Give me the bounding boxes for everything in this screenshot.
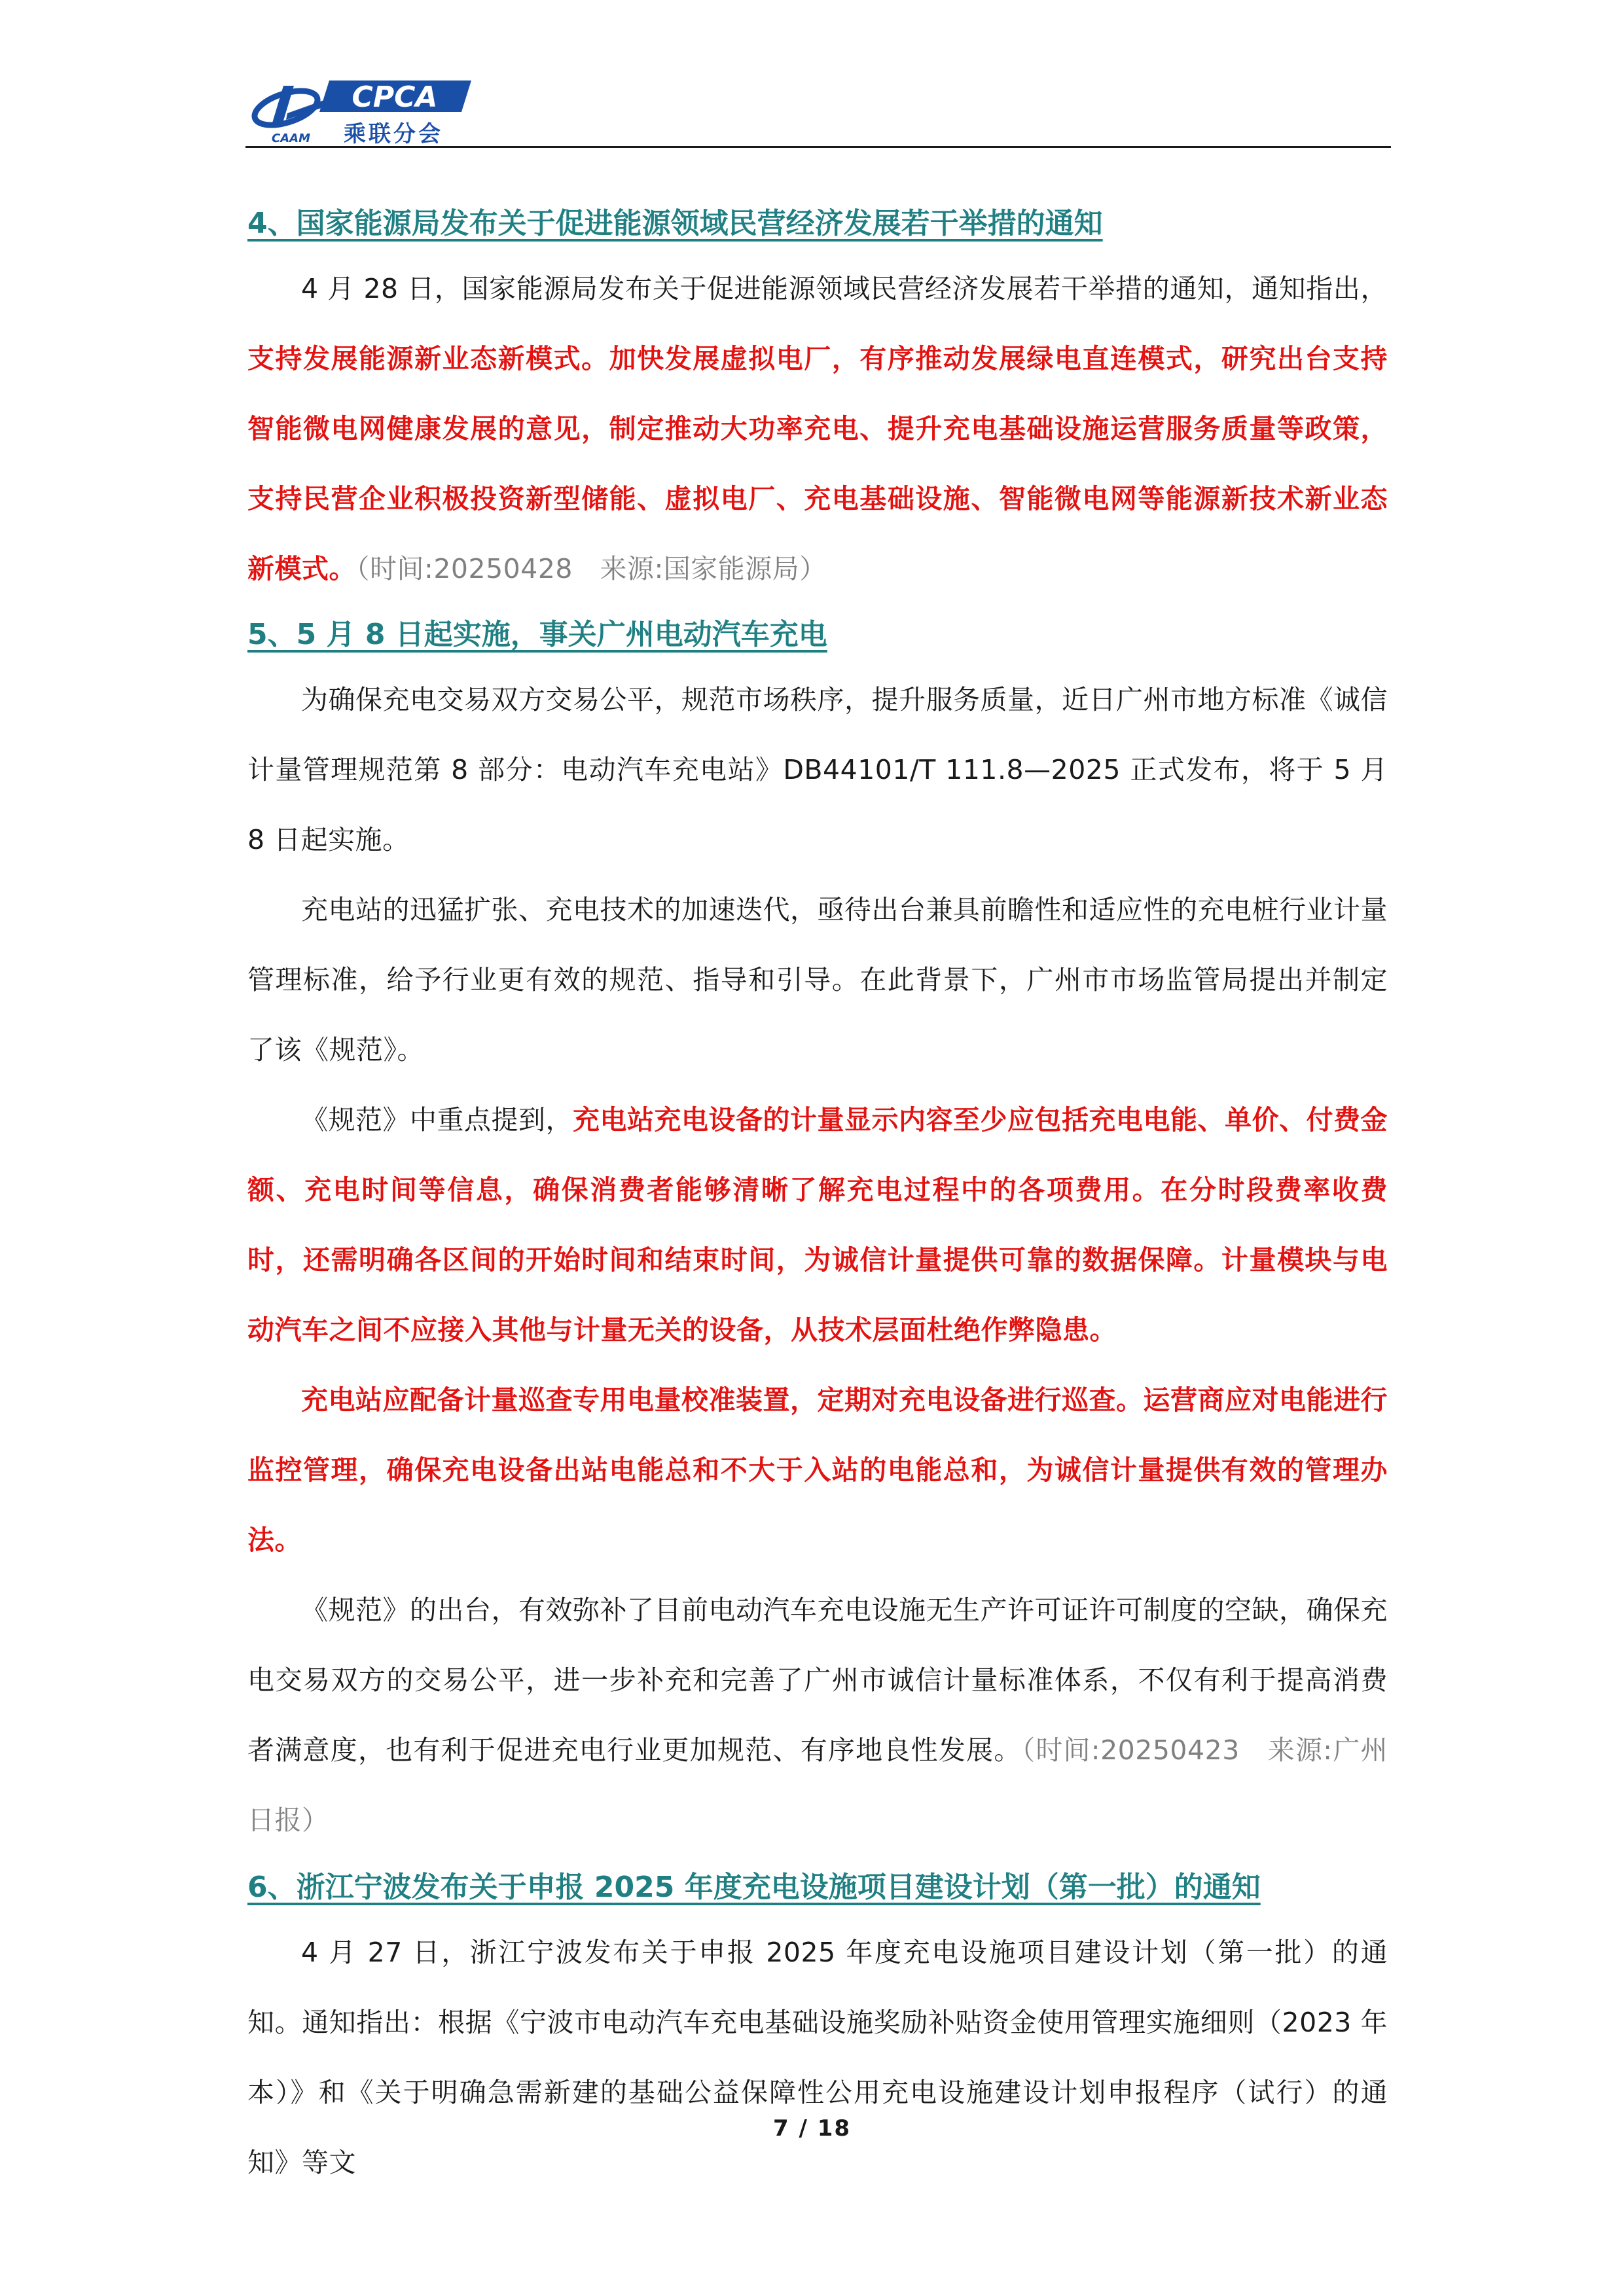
section-title: 4、国家能源局发布关于促进能源领域民营经济发展若干举措的通知	[247, 207, 1103, 240]
emphasis-text: 充电站充电设备的计量显示内容至少应包括充电电能、单价、付费金额、充电时间等信息，确保消费者能够清晰了解充电过程中的各项费用。在分时段费率收费时，还需明确各区间的开始时间和结束时间，为诚信计量提供可靠的数据保障。计量模块与电动汽车之间不应接入其他与计量无关的设备，从技术层面杜绝作弊隐患。	[247, 1104, 1388, 1346]
cpca-logo	[245, 74, 481, 146]
paragraph	[247, 1575, 1388, 1856]
document-body	[247, 196, 1388, 2198]
source-note: （时间:20250423 来源:广州日报）	[247, 1734, 1388, 1836]
paragraph	[247, 1085, 1388, 1365]
logo-subtext: 乘联分会	[344, 121, 443, 147]
paragraph-text: 充电站的迅猛扩张、充电技术的加速迭代，亟待出台兼具前瞻性和适应性的充电桩行业计量管理标准，给予行业更有效的规范、指导和引导。在此背景下，广州市市场监管局提出并制定了该《规范》。	[247, 894, 1388, 1066]
paragraph	[247, 875, 1388, 1085]
page-number: 7 / 18	[772, 2115, 852, 2142]
source-note: （时间:20250428 来源:国家能源局）	[356, 553, 827, 584]
logo-cpca-text: CPCA	[352, 81, 438, 114]
paragraph-text: 《规范》的出台，有效弥补了目前电动汽车充电设施无生产许可证许可制度的空缺，确保充电交易双方的交易公平，进一步补充和完善了广州市诚信计量标准体系，不仅有利于提高消费者满意度，也有利于促进充电行业更加规范、有序地良性发展。	[247, 1594, 1388, 1766]
logo-mark-text: CAAM	[272, 132, 310, 145]
section-5	[247, 607, 1388, 1856]
section-6	[247, 1860, 1388, 2198]
emphasis-text: 支持发展能源新业态新模式。加快发展虚拟电厂，有序推动发展绿电直连模式，研究出台支持智能微电网健康发展的意见，制定推动大功率充电、提升充电基础设施运营服务质量等政策，支持民营企业积极投资新型储能、虚拟电厂、充电基础设施、智能微电网等能源新技术新业态新模式。	[247, 343, 1388, 584]
section-title: 5、5 月 8 日起实施，事关广州电动汽车充电	[247, 618, 827, 651]
paragraph-text: 为确保充电交易双方交易公平，规范市场秩序，提升服务质量，近日广州市地方标准《诚信计量管理规范第 8 部分：电动汽车充电站》DB44101/T 111.8—2025 正式发布，将于 5 月 8 日起实施。	[247, 684, 1388, 855]
paragraph	[247, 1918, 1388, 2198]
paragraph	[247, 254, 1388, 604]
section-title: 6、浙江宁波发布关于申报 2025 年度充电设施项目建设计划（第一批）的通知	[247, 1871, 1261, 1904]
paragraph-text: 4 月 28 日，国家能源局发布关于促进能源领域民营经济发展若干举措的通知，通知指出，	[301, 273, 1388, 304]
section-4	[247, 196, 1388, 604]
emphasis-text: 充电站应配备计量巡查专用电量校准装置，定期对充电设备进行巡查。运营商应对电能进行监控管理，确保充电设备出站电能总和不大于入站的电能总和，为诚信计量提供有效的管理办法。	[247, 1384, 1388, 1556]
paragraph	[247, 665, 1388, 875]
paragraph-text: 4 月 27 日，浙江宁波发布关于申报 2025 年度充电设施项目建设计划（第一批）的通知。通知指出：根据《宁波市电动汽车充电基础设施奖励补贴资金使用管理实施细则（2023 年本）》和《关于明确急需新建的基础公益保障性公用充电设施建设计划申报程序（试行）的通知》等文	[247, 1937, 1388, 2178]
paragraph	[247, 1365, 1388, 1575]
paragraph-text: 《规范》中重点提到，	[301, 1104, 573, 1136]
page-header	[245, 62, 1391, 148]
